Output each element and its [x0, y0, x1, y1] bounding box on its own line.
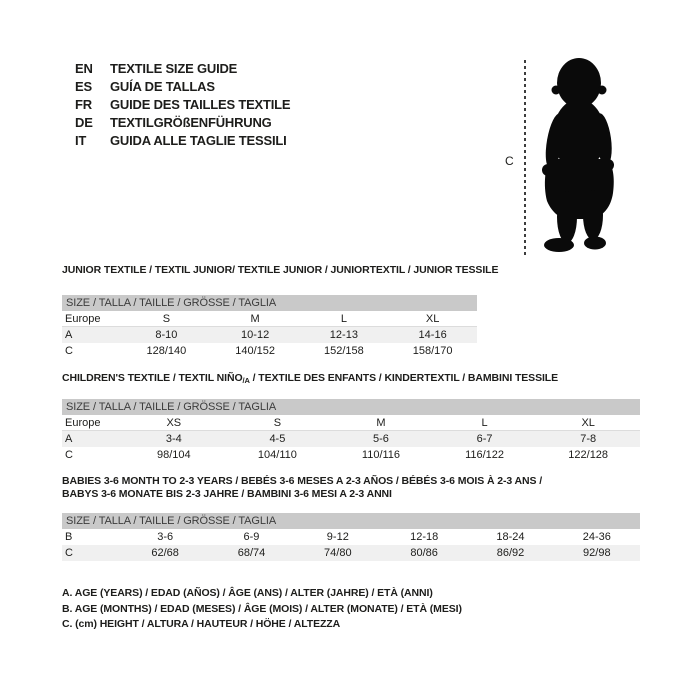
row-label: A: [65, 329, 73, 341]
junior-table-title: JUNIOR TEXTILE / TEXTIL JUNIOR/ TEXTILE JUNIOR / JUNIORTEXTIL / JUNIOR TESSILE: [62, 264, 499, 276]
size-cell: XL: [581, 416, 595, 429]
row-label: C: [65, 547, 73, 559]
legend-notes: [62, 586, 640, 633]
size-cell: L: [340, 312, 347, 325]
row-label: Europe: [65, 416, 101, 429]
age-cell: 3-6: [157, 531, 174, 543]
language-code: EN: [75, 60, 93, 76]
age-cell: 5-6: [373, 433, 389, 445]
size-header-bar: SIZE / TALLA / TAILLE / GRÖSSE / TAGLIA: [62, 399, 640, 415]
age-cell: 24-36: [582, 531, 611, 543]
language-row-de: [75, 113, 290, 131]
size-cell: XL: [425, 312, 440, 325]
age-cell: 8-10: [155, 329, 178, 341]
children-title-suffix: / TEXTILE DES ENFANTS / KINDERTEXTIL / BAMBINI TESSILE: [249, 372, 559, 384]
table-row-age-months: [62, 529, 640, 545]
height-cell: 158/170: [412, 345, 453, 357]
language-code: ES: [75, 78, 92, 94]
age-cell: 12-13: [329, 329, 358, 341]
language-code: DE: [75, 114, 93, 130]
note-height-cm: C. (cm) HEIGHT / ALTURA / HAUTEUR / HÖHE / ALTEZZA: [62, 618, 341, 630]
language-label: GUIDE DES TAILLES TEXTILE: [110, 96, 291, 112]
size-cell: M: [250, 312, 260, 325]
language-list: [75, 59, 290, 149]
table-row-europe: [62, 311, 477, 327]
babies-table-title: [62, 475, 640, 501]
table-row-height: [62, 545, 640, 561]
height-cell: 80/86: [410, 547, 438, 559]
age-cell: 6-7: [476, 433, 493, 445]
note-age-months: B. AGE (MONTHS) / EDAD (MESES) / ÂGE (MOIS) / ALTER (MONATE) / ETÀ (MESI): [62, 602, 462, 615]
row-label: A: [65, 433, 73, 445]
height-cell: 110/116: [361, 449, 401, 461]
row-label: Europe: [65, 312, 101, 325]
height-cell: 128/140: [146, 345, 187, 357]
size-cell: S: [162, 312, 171, 325]
table-row-age: [62, 431, 640, 447]
height-cell: 92/98: [583, 547, 611, 559]
height-cell: 152/158: [323, 345, 364, 357]
height-cell: 116/122: [465, 449, 505, 461]
size-header-bar: SIZE / TALLA / TAILLE / GRÖSSE / TAGLIA: [62, 295, 477, 311]
junior-size-table: [62, 295, 477, 359]
language-code: IT: [75, 132, 87, 148]
height-cell: 68/74: [237, 547, 266, 559]
language-row-it: [75, 131, 290, 149]
age-cell: 7-8: [580, 433, 597, 445]
language-label: TEXTILGRÖßENFÜHRUNG: [110, 114, 272, 130]
babies-title-line2: BABYS 3-6 MONATE BIS 2-3 JAHRE / BAMBINI 3-6 MESI A 2-3 ANNI: [62, 488, 392, 500]
age-cell: 18-24: [496, 531, 525, 543]
height-cell: 74/80: [324, 547, 352, 559]
size-cell: XS: [166, 416, 182, 429]
children-title-subscript: /A: [242, 376, 250, 385]
height-measure-label: C: [505, 154, 514, 168]
table-row-height: [62, 447, 640, 463]
height-cell: 98/104: [156, 449, 191, 461]
babies-size-table: [62, 513, 640, 561]
height-cell: 140/152: [235, 345, 275, 357]
row-label: C: [65, 449, 73, 461]
size-header-bar: SIZE / TALLA / TAILLE / GRÖSSE / TAGLIA: [62, 513, 640, 529]
height-cell: 122/128: [568, 449, 609, 461]
language-code: FR: [75, 96, 92, 112]
language-row-fr: [75, 95, 290, 113]
table-row-height: [62, 343, 477, 359]
row-label: B: [65, 531, 73, 543]
row-label: C: [65, 345, 73, 357]
size-cell: M: [376, 416, 386, 429]
height-cell: 86/92: [496, 547, 525, 559]
language-label: TEXTILE SIZE GUIDE: [110, 60, 238, 76]
note-age-years: A. AGE (YEARS) / EDAD (AÑOS) / ÂGE (ANS) / ALTER (JAHRE) / ETÀ (ANNI): [62, 587, 433, 599]
children-table-title: [62, 372, 640, 385]
size-cell: S: [273, 416, 282, 429]
age-cell: 12-18: [410, 531, 439, 543]
height-cell: 104/110: [257, 449, 297, 461]
toddler-silhouette-icon: [533, 57, 625, 255]
age-cell: 3-4: [165, 433, 182, 445]
language-row-en: [75, 59, 290, 77]
tables-section: [62, 264, 640, 633]
language-label: GUÍA DE TALLAS: [110, 78, 215, 94]
babies-title-line1: BABIES 3-6 MONTH TO 2-3 YEARS / BEBÉS 3-6 MESES A 2-3 AÑOS / BÉBÉS 3-6 MOIS À 2-3 ANS /: [62, 475, 543, 487]
age-cell: 4-5: [269, 433, 286, 445]
table-row-age: [62, 327, 477, 343]
age-cell: 6-9: [243, 531, 260, 543]
age-cell: 10-12: [241, 329, 270, 341]
children-size-table: [62, 399, 640, 463]
language-label: GUIDA ALLE TAGLIE TESSILI: [110, 132, 287, 148]
language-row-es: [75, 77, 290, 95]
height-dashed-line: [524, 60, 526, 258]
children-title-prefix: CHILDREN'S TEXTILE / TEXTIL NIÑO: [62, 372, 243, 384]
age-cell: 14-16: [418, 329, 447, 341]
age-cell: 9-12: [326, 531, 349, 543]
height-cell: 62/68: [151, 547, 179, 559]
table-row-europe: [62, 415, 640, 431]
size-cell: L: [481, 416, 488, 429]
